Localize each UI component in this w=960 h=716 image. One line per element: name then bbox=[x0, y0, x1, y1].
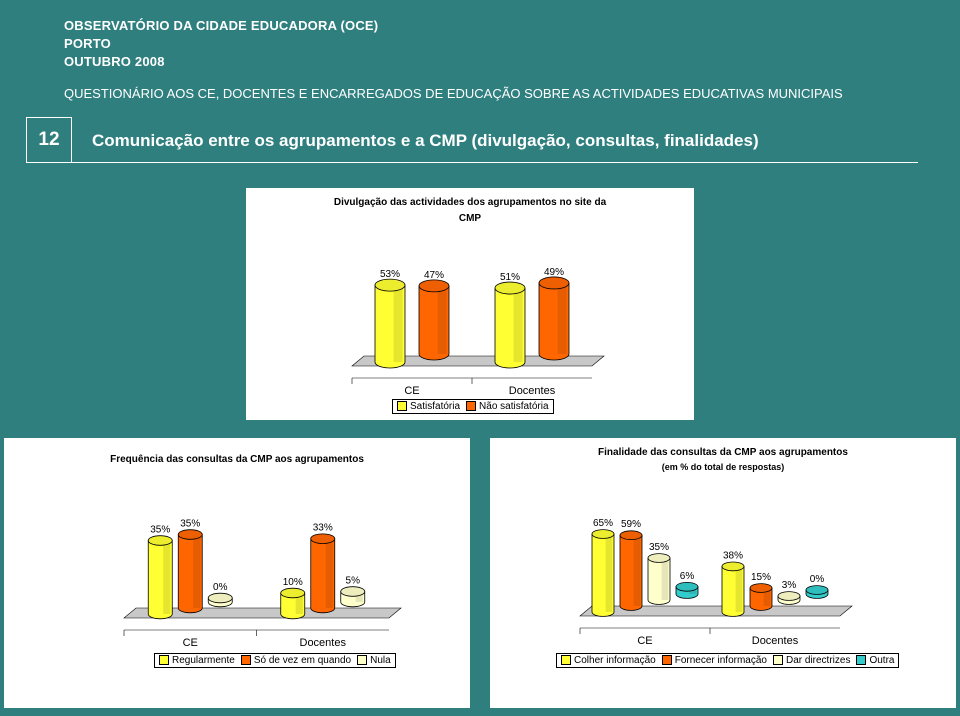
chart-panel-divulgacao bbox=[246, 188, 694, 420]
legend-swatch-cream bbox=[773, 655, 783, 665]
legend-label: Só de vez em quando bbox=[253, 655, 352, 666]
header-city: PORTO bbox=[64, 36, 111, 51]
bar-s-de-vez-em-quando bbox=[311, 534, 335, 613]
legend-item-regularmente bbox=[159, 655, 235, 666]
section-title: Comunicação entre os agrupamentos e a CMP (divulgação, consultas, finalidades) bbox=[92, 131, 759, 150]
chart-title: Frequência das consultas da CMP aos agrupamentos bbox=[110, 454, 364, 465]
chart-legend bbox=[154, 653, 396, 668]
legend-label: Dar directrizes bbox=[785, 655, 851, 666]
data-label: 15% bbox=[750, 572, 772, 583]
section-number: 12 bbox=[26, 117, 72, 163]
bar-n-o-satisfat-ria bbox=[539, 277, 569, 360]
data-label: 5% bbox=[345, 575, 360, 587]
legend-swatch-orange bbox=[662, 655, 672, 665]
data-label: 0% bbox=[809, 574, 825, 585]
data-label: 35% bbox=[180, 518, 201, 530]
data-label: 10% bbox=[282, 577, 303, 588]
bar-outra bbox=[806, 586, 828, 599]
legend-item-so-de-vez-em-quando bbox=[241, 655, 351, 666]
bar-regularmente bbox=[281, 588, 305, 619]
legend-label: Satisfatória bbox=[410, 401, 461, 412]
legend-label: Não satisfatória bbox=[479, 401, 549, 412]
data-label: 35% bbox=[648, 542, 670, 553]
legend-label: Regularmente bbox=[172, 655, 235, 666]
legend-swatch-teal bbox=[856, 655, 866, 665]
chart-subtitle: (em % do total de respostas) bbox=[661, 462, 785, 472]
legend-item-fornecer-informacao bbox=[662, 655, 767, 666]
legend-item-colher-informacao bbox=[561, 655, 656, 666]
legend-label: Fornecer informação bbox=[674, 655, 767, 666]
data-label: 6% bbox=[679, 570, 695, 582]
legend-label: Nula bbox=[370, 655, 391, 666]
chart-panel-frequencia bbox=[4, 438, 470, 708]
bar-n-o-satisfat-ria bbox=[419, 280, 449, 360]
data-label: 49% bbox=[543, 266, 565, 278]
bar-nula bbox=[341, 587, 365, 607]
data-label: 47% bbox=[423, 269, 445, 281]
bar-satisfat-ria bbox=[375, 279, 405, 368]
legend-item-dar-directrizes bbox=[773, 655, 850, 666]
header-date: OUTUBRO 2008 bbox=[64, 54, 165, 69]
data-label: 0% bbox=[213, 582, 228, 593]
data-label: 38% bbox=[722, 550, 744, 562]
x-tick-label: CE bbox=[637, 635, 653, 647]
bar-satisfat-ria bbox=[495, 282, 525, 368]
bar-outra bbox=[676, 582, 698, 598]
data-label: 59% bbox=[620, 519, 642, 531]
data-label: 51% bbox=[499, 272, 521, 284]
x-tick-label: Docentes bbox=[508, 385, 556, 397]
data-label: 33% bbox=[312, 522, 333, 534]
bar-fornecer-informa-o bbox=[750, 584, 772, 611]
legend-item-nao-satisfatoria bbox=[466, 401, 548, 412]
chart-legend bbox=[556, 653, 899, 668]
bar-dar-directrizes bbox=[778, 592, 800, 605]
legend-label: Outra bbox=[869, 655, 895, 666]
legend-swatch-orange bbox=[466, 401, 476, 411]
chart-title-line2: CMP bbox=[458, 213, 482, 224]
chart-panel-finalidade bbox=[490, 438, 956, 708]
bar-regularmente bbox=[148, 536, 172, 619]
section-divider bbox=[70, 162, 918, 163]
bar-colher-informa-o bbox=[592, 530, 614, 617]
bar-nula bbox=[208, 593, 232, 607]
data-label: 53% bbox=[379, 269, 401, 281]
data-label: 35% bbox=[150, 524, 171, 536]
legend-swatch-yellow bbox=[159, 655, 169, 665]
legend-item-nula bbox=[357, 655, 391, 666]
header-subtitle: QUESTIONÁRIO AOS CE, DOCENTES E ENCARREGADOS DE EDUCAÇÃO SOBRE AS ACTIVIDADES EDUCATIVAS MUNICIPAIS bbox=[64, 86, 843, 101]
chart-legend bbox=[392, 399, 554, 414]
header-organization: OBSERVATÓRIO DA CIDADE EDUCADORA (OCE) bbox=[64, 18, 379, 33]
legend-item-satisfatoria bbox=[397, 401, 460, 412]
x-tick-label: Docentes bbox=[751, 635, 799, 647]
bar-colher-informa-o bbox=[722, 562, 744, 616]
chart-title-line1: Divulgação das actividades dos agrupamentos no site da bbox=[333, 197, 607, 208]
bar-s-de-vez-em-quando bbox=[178, 530, 202, 613]
legend-swatch-yellow bbox=[561, 655, 571, 665]
legend-swatch-orange bbox=[241, 655, 251, 665]
legend-label: Colher informação bbox=[574, 655, 656, 666]
legend-swatch-cream bbox=[357, 655, 367, 665]
chart-divulgacao bbox=[246, 188, 694, 420]
data-label: 3% bbox=[781, 580, 797, 591]
chart-title: Finalidade das consultas da CMP aos agrupamentos bbox=[598, 447, 848, 458]
bar-fornecer-informa-o bbox=[620, 531, 642, 611]
legend-swatch-yellow bbox=[397, 401, 407, 411]
data-label: 65% bbox=[592, 518, 614, 529]
legend-item-outra bbox=[856, 655, 894, 666]
x-tick-label: CE bbox=[404, 385, 420, 397]
bar-dar-directrizes bbox=[648, 554, 670, 605]
x-tick-label: CE bbox=[182, 637, 198, 649]
x-tick-label: Docentes bbox=[299, 637, 346, 649]
